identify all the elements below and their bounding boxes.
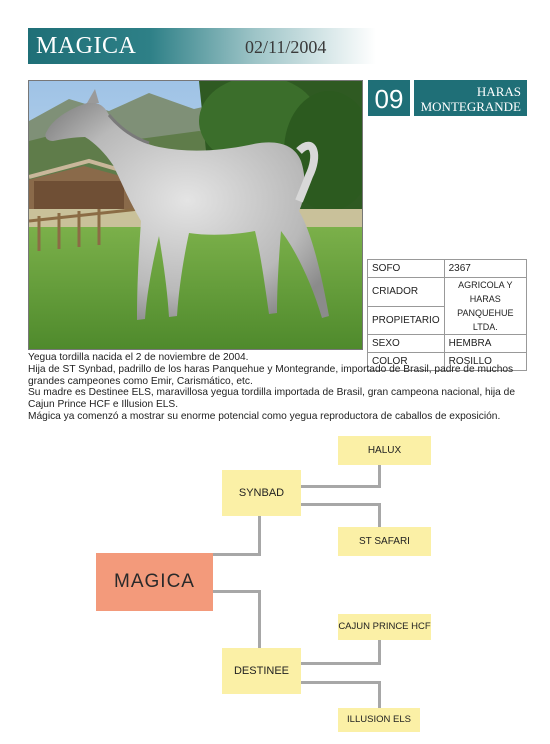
connector: [300, 485, 381, 488]
lot-number: 09: [368, 80, 410, 116]
description-line: Mágica ya comenzó a mostrar su enorme potencial como yegua reproductora de caballos de exposición.: [28, 410, 501, 422]
info-row-criador: [368, 278, 527, 307]
horse-name-title: MAGICA: [36, 33, 137, 59]
horse-photo: [28, 80, 363, 350]
connector: [378, 681, 381, 709]
haras-line1: HARAS: [476, 84, 521, 99]
description: [28, 352, 528, 423]
haras-label: [414, 80, 527, 116]
connector: [378, 639, 381, 664]
info-key: PROPIETARIO: [368, 306, 445, 335]
connector: [212, 553, 261, 556]
connector: [258, 590, 261, 648]
info-value: 2367: [444, 260, 526, 278]
description-line: Hija de ST Synbad, padrillo de los haras Panquehue y Montegrande, importado de Brasil, padre de muchos grandes campeones como Emir, Carismático, etc.: [28, 363, 514, 387]
pedigree-sire: SYNBAD: [222, 470, 301, 516]
info-value-line1: AGRICOLA Y HARAS: [458, 280, 513, 304]
pedigree-dam-sire: CAJUN PRINCE HCF: [338, 614, 431, 640]
description-line: Su madre es Destinee ELS, maravillosa yegua tordilla importada de Brasil, gran campeona nacional, hija de Cajun Prince HCF e Illusion ELS.: [28, 387, 516, 411]
pedigree-dam: DESTINEE: [222, 648, 301, 694]
info-key: SEXO: [368, 335, 445, 353]
connector: [300, 503, 381, 506]
info-value: HEMBRA: [444, 335, 526, 353]
info-value: ROSILLO: [444, 353, 526, 371]
birth-date: 02/11/2004: [245, 37, 327, 57]
info-value-line2: PANQUEHUE LTDA.: [457, 308, 514, 332]
connector: [300, 662, 381, 665]
connector: [300, 681, 381, 684]
horse-photo-illustration: [29, 81, 362, 349]
connector: [258, 515, 261, 555]
description-line: Yegua tordilla nacida el 2 de noviembre de 2004.: [28, 352, 249, 363]
pedigree-sire-sire: HALUX: [338, 436, 431, 465]
info-value-criador-propietario: [444, 278, 526, 335]
info-row-sexo: [368, 335, 527, 353]
info-key: COLOR: [368, 353, 445, 371]
pedigree-subject: MAGICA: [96, 553, 213, 611]
info-row-sofo: [368, 260, 527, 278]
pedigree-sire-dam: ST SAFARI: [338, 527, 431, 556]
pedigree-dam-dam: ILLUSION ELS: [338, 708, 420, 732]
haras-line2: MONTEGRANDE: [420, 99, 521, 114]
connector: [378, 503, 381, 528]
connector: [212, 590, 261, 593]
info-key: SOFO: [368, 260, 445, 278]
connector: [378, 465, 381, 487]
info-key: CRIADOR: [368, 278, 445, 307]
